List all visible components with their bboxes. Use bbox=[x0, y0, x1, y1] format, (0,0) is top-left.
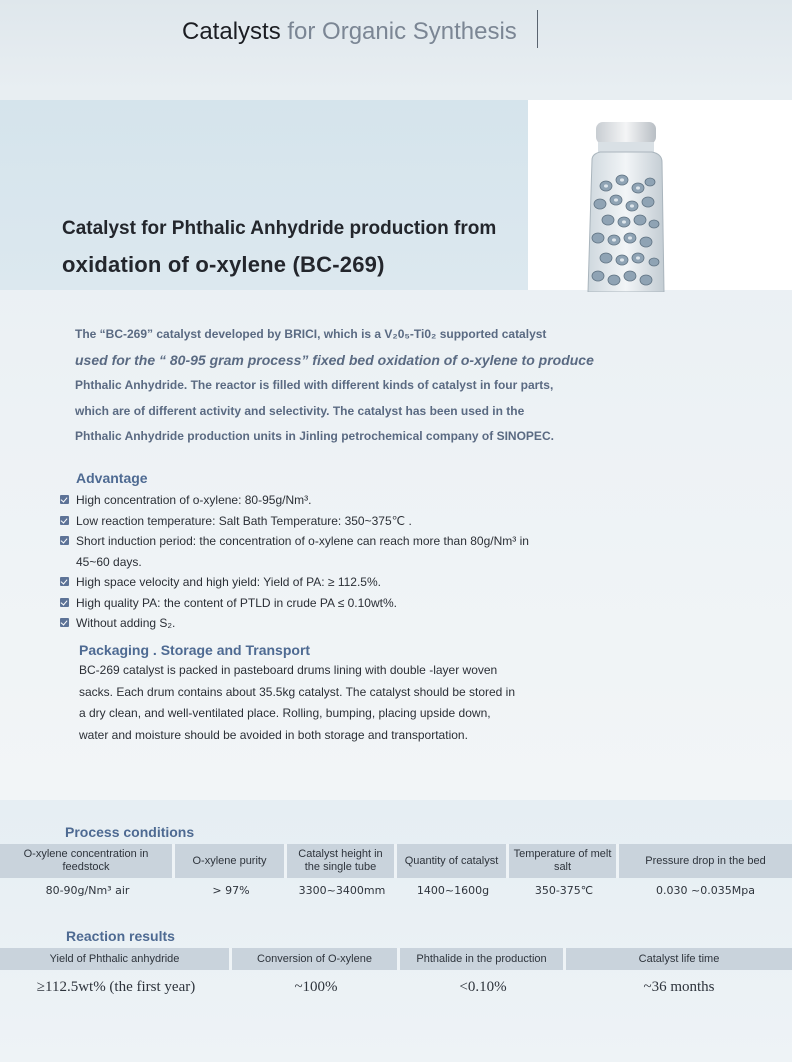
header-title bbox=[182, 18, 517, 46]
table-header-cell: Yield of Phthalic anhydride bbox=[0, 948, 232, 970]
table-cell: 350-375℃ bbox=[534, 883, 594, 897]
catalyst-bottle-image bbox=[578, 116, 684, 292]
reaction-results-value-row bbox=[0, 972, 792, 1002]
advantage-item-text: Short induction period: the concentration of o-xylene can reach more than 80g/Nm³ in 45~60 days. bbox=[76, 534, 529, 569]
table-header-cell: Temperature of melt salt bbox=[509, 844, 619, 878]
checkbox-icon bbox=[60, 598, 69, 607]
table-header-cell: O-xylene purity bbox=[175, 844, 287, 878]
table-header-cell: Phthalide in the production bbox=[400, 948, 566, 970]
advantage-item-text: High quality PA: the content of PTLD in crude PA ≤ 0.10wt%. bbox=[76, 595, 397, 610]
table-header-cell: Pressure drop in the bed bbox=[645, 854, 766, 867]
reaction-results-header-row bbox=[0, 948, 792, 970]
table-header-cell: Catalyst life time bbox=[638, 952, 720, 965]
table-cell: 1400~1600g bbox=[416, 883, 490, 897]
checkbox-icon bbox=[60, 577, 69, 586]
intro-line: which are of different activity and selectivity. The catalyst has been used in the bbox=[75, 403, 525, 418]
advantage-item bbox=[60, 511, 530, 532]
advantage-item bbox=[60, 490, 530, 511]
intro-line: Phthalic Anhydride production units in Jinling petrochemical company of SINOPEC. bbox=[75, 429, 554, 443]
table-cell: ≥112.5wt% (the first year) bbox=[36, 978, 196, 995]
packaging-paragraph: BC-269 catalyst is packed in pasteboard drums lining with double -layer woven sacks. Each drum contains about 35.5kg catalyst. The catalyst should be stored in a dry clean, and well-ventilated place. Rolling, bumping, placing upside down, water and moisture should be avoided in both storage and transportation. bbox=[79, 663, 516, 742]
table-header-cell: Catalyst height in the single tube bbox=[287, 844, 397, 878]
table-cell: <0.10% bbox=[459, 978, 507, 995]
advantage-item-text: Without adding S₂. bbox=[76, 616, 176, 630]
table-cell: 80-90g/Nm³ air bbox=[45, 883, 130, 897]
process-conditions-header-row bbox=[0, 844, 792, 878]
checkbox-icon bbox=[60, 516, 69, 525]
product-title-line-1: Catalyst for Phthalic Anhydride production from bbox=[62, 218, 497, 239]
checkbox-icon bbox=[60, 618, 69, 627]
header-title-main: Catalysts bbox=[182, 18, 281, 45]
advantage-item bbox=[60, 531, 530, 572]
intro-line: The “BC-269” catalyst developed by BRICI, which is a V₂0₅-Ti0₂ supported catalyst bbox=[75, 327, 547, 341]
advantage-item bbox=[60, 613, 530, 634]
table-cell: > 97% bbox=[212, 883, 250, 897]
intro-line: used for the “ 80-95 gram process” fixed bed oxidation of o-xylene to produce bbox=[75, 351, 594, 368]
reaction-results-heading: Reaction results bbox=[66, 928, 175, 944]
advantage-item-text: High space velocity and high yield: Yield of PA: ≥ 112.5%. bbox=[76, 575, 381, 589]
advantage-item-text: Low reaction temperature: Salt Bath Temperature: 350~375℃ . bbox=[76, 513, 412, 528]
table-cell: 0.030 ~0.035Mpa bbox=[656, 883, 755, 897]
table-header-cell: Conversion of O-xylene bbox=[232, 948, 400, 970]
process-conditions-heading: Process conditions bbox=[65, 824, 195, 840]
process-conditions-value-row bbox=[0, 878, 792, 902]
checkbox-icon bbox=[60, 495, 69, 504]
checkbox-icon bbox=[60, 536, 69, 545]
advantage-item-text: High concentration of o-xylene: 80-95g/Nm³. bbox=[76, 493, 312, 507]
advantage-list bbox=[60, 490, 530, 634]
table-header-cell: Quantity of catalyst bbox=[397, 844, 509, 878]
packaging-heading: Packaging . Storage and Transport bbox=[79, 642, 311, 658]
advantage-item bbox=[60, 593, 530, 614]
table-cell: ~36 months bbox=[643, 978, 715, 995]
intro-paragraph bbox=[75, 322, 594, 450]
product-title-line-2: oxidation of o-xylene (BC-269) bbox=[62, 252, 385, 277]
header-title-sub: for Organic Synthesis bbox=[287, 18, 517, 45]
intro-line: Phthalic Anhydride. The reactor is filled with different kinds of catalyst in four parts, bbox=[75, 378, 554, 392]
page-header bbox=[0, 0, 792, 92]
header-divider bbox=[537, 10, 538, 48]
advantage-item bbox=[60, 572, 530, 593]
table-header-cell: O-xylene concentration in feedstock bbox=[0, 844, 175, 878]
table-cell: 3300~3400mm bbox=[298, 883, 386, 897]
advantage-heading: Advantage bbox=[76, 470, 148, 486]
table-cell: ~100% bbox=[294, 978, 338, 995]
